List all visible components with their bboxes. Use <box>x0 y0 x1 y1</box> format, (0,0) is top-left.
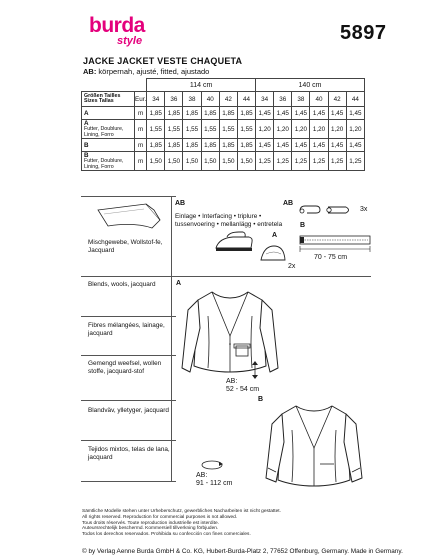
view-b-hem: AB: 91 - 112 cm <box>196 472 233 487</box>
row-lining-note: Futter, Doublure, Lining, Forro <box>84 126 124 138</box>
size-cell: 36 <box>165 92 183 107</box>
divider <box>81 196 176 197</box>
table-row <box>82 120 365 139</box>
yardage-cell: 1,85 <box>237 107 255 120</box>
fabric-nl: Gemengd weefsel, wollen stoffe, jacquard-stof <box>88 360 162 375</box>
size-label: Größen Tailles Sizes Tallas <box>82 92 135 107</box>
yardage-cell: 1,20 <box>274 120 292 139</box>
yardage-cell: 1,25 <box>346 152 364 171</box>
divider <box>81 481 176 482</box>
size-cell: 44 <box>346 92 364 107</box>
yardage-cell: 1,20 <box>310 120 328 139</box>
eur-label: Eur. <box>135 92 147 107</box>
yardage-cell: 1,55 <box>165 120 183 139</box>
hooks-count: 3x <box>360 206 368 213</box>
jacket-b-drawing <box>262 402 366 494</box>
hook-eye-icon <box>298 203 358 219</box>
zipper-icon <box>298 232 374 254</box>
size-cell: 42 <box>328 92 346 107</box>
row-view: B <box>84 152 89 159</box>
row-unit: m <box>135 152 147 171</box>
yardage-cell: 1,50 <box>165 152 183 171</box>
yardage-cell: 1,20 <box>328 120 346 139</box>
yardage-cell: 1,25 <box>274 152 292 171</box>
yardage-cell: 1,85 <box>147 107 165 120</box>
width-header-140: 140 cm <box>256 79 365 92</box>
copyright: © by Verlag Aenne Burda GmbH & Co. KG, Hubert-Burda-Platz 2, 77652 Offenburg, Germany. Made in Germany. <box>82 548 403 555</box>
yardage-cell: 1,85 <box>165 139 183 152</box>
row-view: A <box>84 109 89 117</box>
notions-ab-label: AB <box>175 200 186 207</box>
yardage-cell: 1,85 <box>183 139 201 152</box>
yardage-cell: 1,25 <box>328 152 346 171</box>
divider <box>81 276 176 277</box>
yardage-cell: 1,45 <box>274 139 292 152</box>
row-lining-note: Futter, Doublure, Lining, Forro <box>84 158 124 170</box>
fabric-de: Mischgewebe, Wollstof-fe, Jacquard <box>88 239 163 254</box>
jacket-a-drawing <box>180 288 280 388</box>
zip-b-label: B <box>300 222 306 229</box>
brand-name: burda <box>89 14 145 37</box>
yardage-cell: 1,45 <box>274 107 292 120</box>
yardage-cell: 1,85 <box>201 107 219 120</box>
interfacing-text: Einlage • Interfacing • triplure • tussenvoering • mellanlägg • entretela <box>175 213 283 228</box>
row-view: A <box>84 120 89 127</box>
yardage-cell: 1,50 <box>219 152 237 171</box>
yardage-cell: 1,45 <box>346 107 364 120</box>
yardage-cell: 1,85 <box>219 139 237 152</box>
divider <box>171 276 371 277</box>
yardage-cell: 1,85 <box>201 139 219 152</box>
size-cell: 42 <box>219 92 237 107</box>
fabric-fr: Fibres mélangées, lainage, jacquard <box>88 322 165 337</box>
yardage-cell: 1,25 <box>292 152 310 171</box>
fit-description <box>83 67 209 76</box>
shoulder-pad-label: A <box>272 232 278 239</box>
fit-text: körpernah, ajusté, fitted, ajustado <box>96 67 210 76</box>
yardage-cell: 1,55 <box>219 120 237 139</box>
row-unit: m <box>135 139 147 152</box>
yardage-cell: 1,20 <box>346 120 364 139</box>
divider <box>81 400 176 401</box>
divider <box>81 440 176 441</box>
yardage-cell: 1,45 <box>328 107 346 120</box>
view-b-label: B <box>258 396 264 403</box>
size-cell: 40 <box>310 92 328 107</box>
yardage-cell: 1,45 <box>328 139 346 152</box>
width-header-114: 114 cm <box>147 79 256 92</box>
yardage-cell: 1,50 <box>201 152 219 171</box>
iron-icon <box>213 230 255 254</box>
yardage-cell: 1,85 <box>237 139 255 152</box>
fit-prefix: AB: <box>83 67 97 76</box>
yardage-cell: 1,20 <box>292 120 310 139</box>
yardage-cell: 1,50 <box>147 152 165 171</box>
yardage-cell: 1,25 <box>310 152 328 171</box>
row-label <box>82 152 135 171</box>
size-cell: 40 <box>201 92 219 107</box>
notions-ab-label-2: AB <box>283 200 294 207</box>
yardage-cell: 1,45 <box>346 139 364 152</box>
size-cell: 36 <box>274 92 292 107</box>
yardage-cell: 1,45 <box>256 107 274 120</box>
yardage-cell: 1,50 <box>183 152 201 171</box>
size-cell: 44 <box>237 92 255 107</box>
yardage-body <box>82 107 365 171</box>
yardage-cell: 1,55 <box>237 120 255 139</box>
yardage-cell: 1,45 <box>292 139 310 152</box>
column-divider <box>171 196 172 481</box>
size-cell: 34 <box>256 92 274 107</box>
yardage-cell: 1,50 <box>237 152 255 171</box>
yardage-cell: 1,85 <box>219 107 237 120</box>
row-label <box>82 120 135 139</box>
yardage-cell: 1,55 <box>201 120 219 139</box>
pattern-number: 5897 <box>340 22 387 44</box>
row-unit: m <box>135 120 147 139</box>
table-row <box>82 107 365 120</box>
table-width-row <box>82 79 365 92</box>
row-view: B <box>84 141 89 149</box>
yardage-cell: 1,85 <box>183 107 201 120</box>
row-label <box>82 139 135 152</box>
view-a-length: AB: 52 - 54 cm <box>226 378 260 393</box>
fabric-sv: Blandväv, ylletyger, jacquard <box>88 407 169 414</box>
view-a-label: A <box>176 280 182 287</box>
yardage-cell: 1,45 <box>256 139 274 152</box>
table-row <box>82 139 365 152</box>
table-size-row <box>82 92 365 107</box>
brand-sub: style <box>117 35 143 47</box>
yardage-cell: 1,85 <box>147 139 165 152</box>
table-row <box>82 152 365 171</box>
row-label <box>82 107 135 120</box>
burda-logo <box>89 15 147 47</box>
zip-length: 70 - 75 cm <box>314 254 348 261</box>
legal-footnote: Sämtliche Modelle stehen unter Urheberschutz, gewerbliches Nacharbeiten ist nicht gestattet. All rights reserved. Reproduction for commercial purposes is not allowed. Tous droits réservés. Toute reproduction industrielle est interdite. Auteursrechtelijk beschermd. Kommersiell tillverkning förbjuden. Todos los derechos reservados. Prohibida su confección con fines comerciales. <box>82 509 281 538</box>
fabric-es: Tejidos mixtos, telas de lana, jacquard <box>88 446 170 461</box>
yardage-cell: 1,45 <box>292 107 310 120</box>
divider <box>81 355 176 356</box>
fabric-en: Blends, wools, jacquard <box>88 281 156 288</box>
fabric-swatch-icon <box>94 200 166 236</box>
garment-title: JACKE JACKET VESTE CHAQUETA <box>83 56 243 66</box>
shoulder-pad-icon <box>258 242 288 264</box>
yardage-cell: 1,20 <box>256 120 274 139</box>
yardage-cell: 1,85 <box>165 107 183 120</box>
size-cell: 38 <box>292 92 310 107</box>
yardage-cell: 1,55 <box>183 120 201 139</box>
size-cell: 38 <box>183 92 201 107</box>
yardage-table <box>81 78 365 171</box>
yardage-cell: 1,45 <box>310 107 328 120</box>
row-unit: m <box>135 107 147 120</box>
hem-width-icon <box>200 458 224 472</box>
length-arrow-icon <box>250 360 260 380</box>
divider <box>81 316 176 317</box>
yardage-cell: 1,55 <box>147 120 165 139</box>
shoulder-pad-count: 2x <box>288 263 296 270</box>
size-cell: 34 <box>147 92 165 107</box>
yardage-cell: 1,25 <box>256 152 274 171</box>
yardage-cell: 1,45 <box>310 139 328 152</box>
